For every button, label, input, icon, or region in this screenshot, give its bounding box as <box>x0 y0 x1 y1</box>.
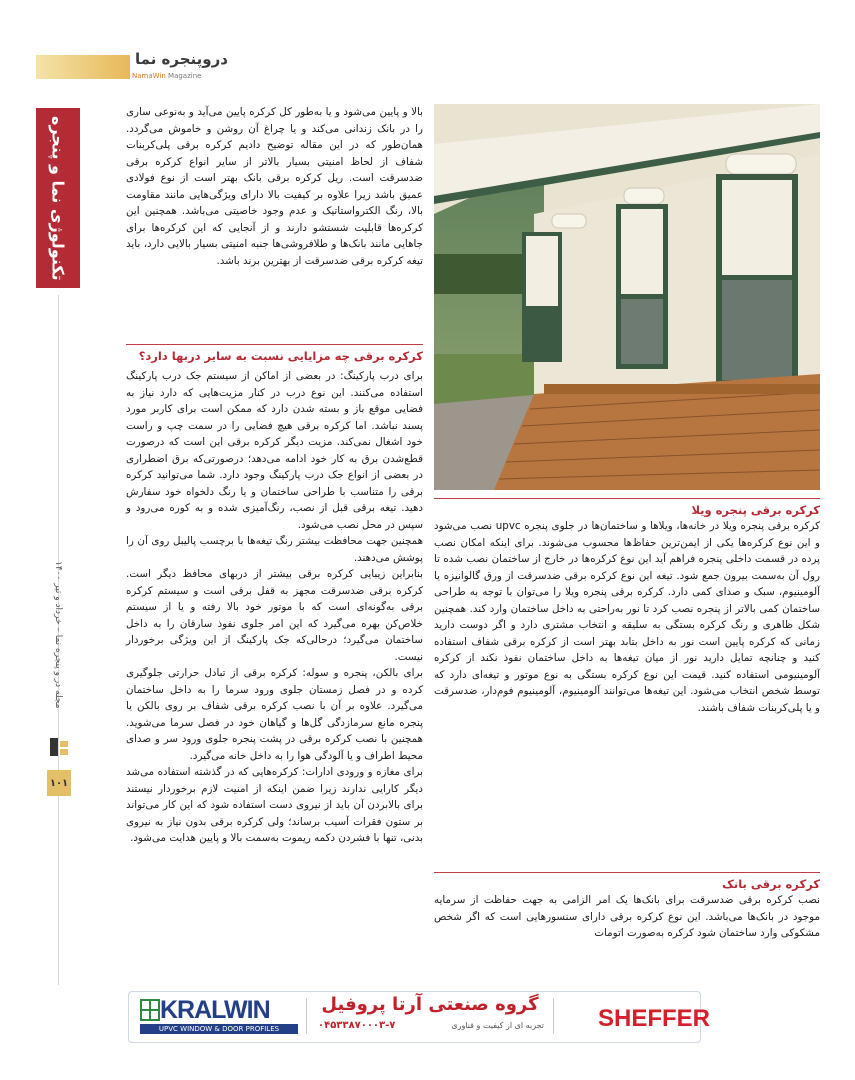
page-number: ۱۰۱ <box>47 770 71 796</box>
ad-phone: ۰۴۵۳۳۸۷۰۰۰۳-۷ <box>318 1020 396 1031</box>
magazine-logo-text: دروپنجره نما <box>135 50 228 68</box>
magazine-icon <box>48 735 70 759</box>
header-gold-bar <box>36 55 130 79</box>
kralwin-window-icon <box>140 998 160 1022</box>
villa-paragraph: کرکره برقی پنجره ویلا در خانه‌ها، ویلاها و ساختمان‌ها در جلوی پنجره upvc نصب می‌شود و این نوع کرکره‌ها یکی از ایمن‌ترین حفاظ‌ها محسوب می‌شوند. برای اینکه امکان نصب پرده در قسمت داخلی پنجره فراهم آید این نوع کرکره‌ها در خارج از ساختمان نصب شده تا رول آن به‌سمت بیرون جمع شود. تیغه این نوع کرکره برقی ضدسرقت از ورق گالوانیزه یا آلومینیوم، سبک و صدای کمی دارد. کرکره برقی پنجره ویلا را می‌توان با توجه به طراحی ساختمان کمی بالاتر از پنجره نصب کرد تا نور به‌راحتی به داخل ساختمان وارد کند. همچنین شکل ظاهری و رنگ کرکره بستگی به سلیقه و انتخاب مشتری دارد و اگر دوست دارید زمانی که کرکره پایین است نور به داخل بتابد بهتر است از کرکره برقی شفاف استفاده کنید و چنانچه تمایل دارید نور از میان تیغه‌ها به داخل ساختمان نفوذ نکند از کرکره آلومینیومی استفاده کنید. قیمت این نوع کرکره بستگی به نوع موتور و تیغه‌ای دارد که توسط شخص انتخاب می‌شود. این تیغه‌ها می‌توانند آلومینیوم، آلومینیوم فوم‌دار، ضدسرقت و یا پلی‌کربنات شفاف باشند. <box>434 520 820 714</box>
section-tab: تکنولوژی نما و پنجره <box>48 115 68 281</box>
kralwin-logo-text: KRALWIN <box>160 996 270 1024</box>
ad-tagline: تجربه ای از کیفیت و فناوری <box>451 1021 544 1030</box>
magazine-logo-subtitle: NamaWin Magazine <box>132 72 202 80</box>
advantages-paragraph: همچنین جهت محافظت بیشتر رنگ تیغه‌ها با برچسب پالیبل روی آن را پوشش می‌دهند. <box>126 535 423 564</box>
advantages-paragraph: بنابراین زیبایی کرکره برقی بیشتر از دربهای محافظ دیگر است. کرکره برقی ضدسرقت مجهز به قفل برقی است و سیستم کرکره برقی به‌گونه‌ای است که با موتور خود بالا رفته و یا از سیستم خلاص‌کن بهره می‌گیرد که این امر جلوی نفوذ سارقان را به داخل ساختمان می‌گیرد؛ درحالی‌که جک پارکینگ از این ویژگی برخوردار نیست. <box>126 568 423 663</box>
ad-title: گروه صنعتی آرتا پروفیل <box>321 994 539 1015</box>
bank-paragraph: نصب کرکره برقی ضدسرقت برای بانک‌ها یک امر الزامی به جهت حفاظت از سرمایه موجود در بانک‌ها می‌باشد. این نوع کرکره برقی دارای سنسورهایی است که اگر شخص مشکوکی وارد ساختمان شود کرکره به‌صورت اتومات <box>434 894 820 939</box>
sheffer-logo <box>596 998 711 1034</box>
villa-heading: کرکره برقی پنجره ویلا <box>434 498 820 519</box>
bank-heading: کرکره برقی بانک <box>434 872 820 893</box>
advantages-paragraph: برای بالکن، پنجره و سوله: کرکره برقی از تبادل حرارتی جلوگیری کرده و در فصل زمستان جلوی ورود سرما را به داخل ساختمان می‌گیرد. علاوه بر آن با نصب کرکره برقی شفاف بر روی بالکن یا پنجره مانع سرمازدگی گل‌ها و گیاهان خود در فصل سرما می‌شوید. همچنین با نصب کرکره برقی در پشت پنجره جلوی ورود سر و صدای محیط اطراف و یا آلودگی هوا را به داخل خانه می‌گیرد. <box>126 667 423 762</box>
sheffer-logo-text: SHEFFER <box>598 1005 711 1032</box>
advantages-paragraph: برای مغازه و ورودی ادارات: کرکره‌هایی که در گذشته استفاده می‌شد دیگر کارایی ندارند زیرا ضمن اینکه از امنیت لازم برخوردار نیستند برای بالابردن آن باید از نیروی دست استفاده شود که این کار می‌تواند بر ستون فقرات آسیب برساند؛ ولی کرکره برقی بدون نیاز به نیروی بدنی، تنها با فشردن دکمه ریموت به‌سمت بالا و پایین هدایت می‌شود. <box>126 766 423 844</box>
advantages-heading: کرکره برقی چه مزایایی نسبت به سایر دربها دارد؟ <box>126 344 423 365</box>
advantages-body <box>126 368 423 847</box>
ad-divider <box>553 998 554 1034</box>
kralwin-logo-subtitle: UPVC WINDOW & DOOR PROFILES <box>140 1024 298 1034</box>
ad-divider <box>306 998 307 1034</box>
issue-info: مجله در و پنجره نما – خرداد و تیر ۱۴۰۰ <box>53 561 63 709</box>
house-photo <box>434 104 820 490</box>
advantages-paragraph: برای درب پارکینگ: در بعضی از اماکن از سیستم جک درب پارکینگ استفاده می‌کنند. این نوع درب در کنار مزیت‌هایی که دارد نیاز به فضایی موقع باز و بسته شدن دارد که ممکن است برای کاربر مورد پسند نباشد. اما کرکره برقی هیچ فضایی را در سمت چپ و راست خود اشغال نمی‌کند. مزیت دیگر کرکره برقی این است که درصورت قطع‌شدن برق به کار خود ادامه می‌دهد؛ درصورتی‌که برق اضطراری در بعضی از انواع جک درب پارکینگ وجود دارد. شما می‌توانید کرکره برقی را متناسب با طراحی ساختمان و یا رنگ دلخواه خود سفارش دهید. تیغه برقی قبل از نصب، رنگ‌آمیزی شده و به کوره می‌رود و سپس در محل نصب می‌شود. <box>126 370 423 531</box>
intro-paragraph: بالا و پایین می‌شود و یا به‌طور کل کرکره پایین می‌آید و به‌نوعی ساری را در بانک زندانی می‌کند و یا چراغ آن روشن و خاموش می‌گردد. همان‌طور که در این مقاله توضیح دادیم کرکره برقی پلی‌کربنات شفاف از لحاظ امنیتی بسیار بالاتر از سایر انواع کرکره برقی ضدسرقت است. ریل کرکره برقی بانک بهتر است از نوع فولادی عمیق باشد زیرا علاوه بر کیفیت بالا دارای ویژگی‌هایی مانند مقاومت بالا، رنگ الکترواستاتیک و عدم وجود خاصیتی می‌باشد. همچنین این کرکره‌ها قابلیت شستشو دارند و از آنجایی که این کرکره‌ها برای جاهایی مانند بانک‌ها و طلافروشی‌ها جنبه امنیتی بسیار بالایی دارد، باید تیغه کرکره برقی ضدسرقت از بهترین برند باشد. <box>126 106 423 267</box>
